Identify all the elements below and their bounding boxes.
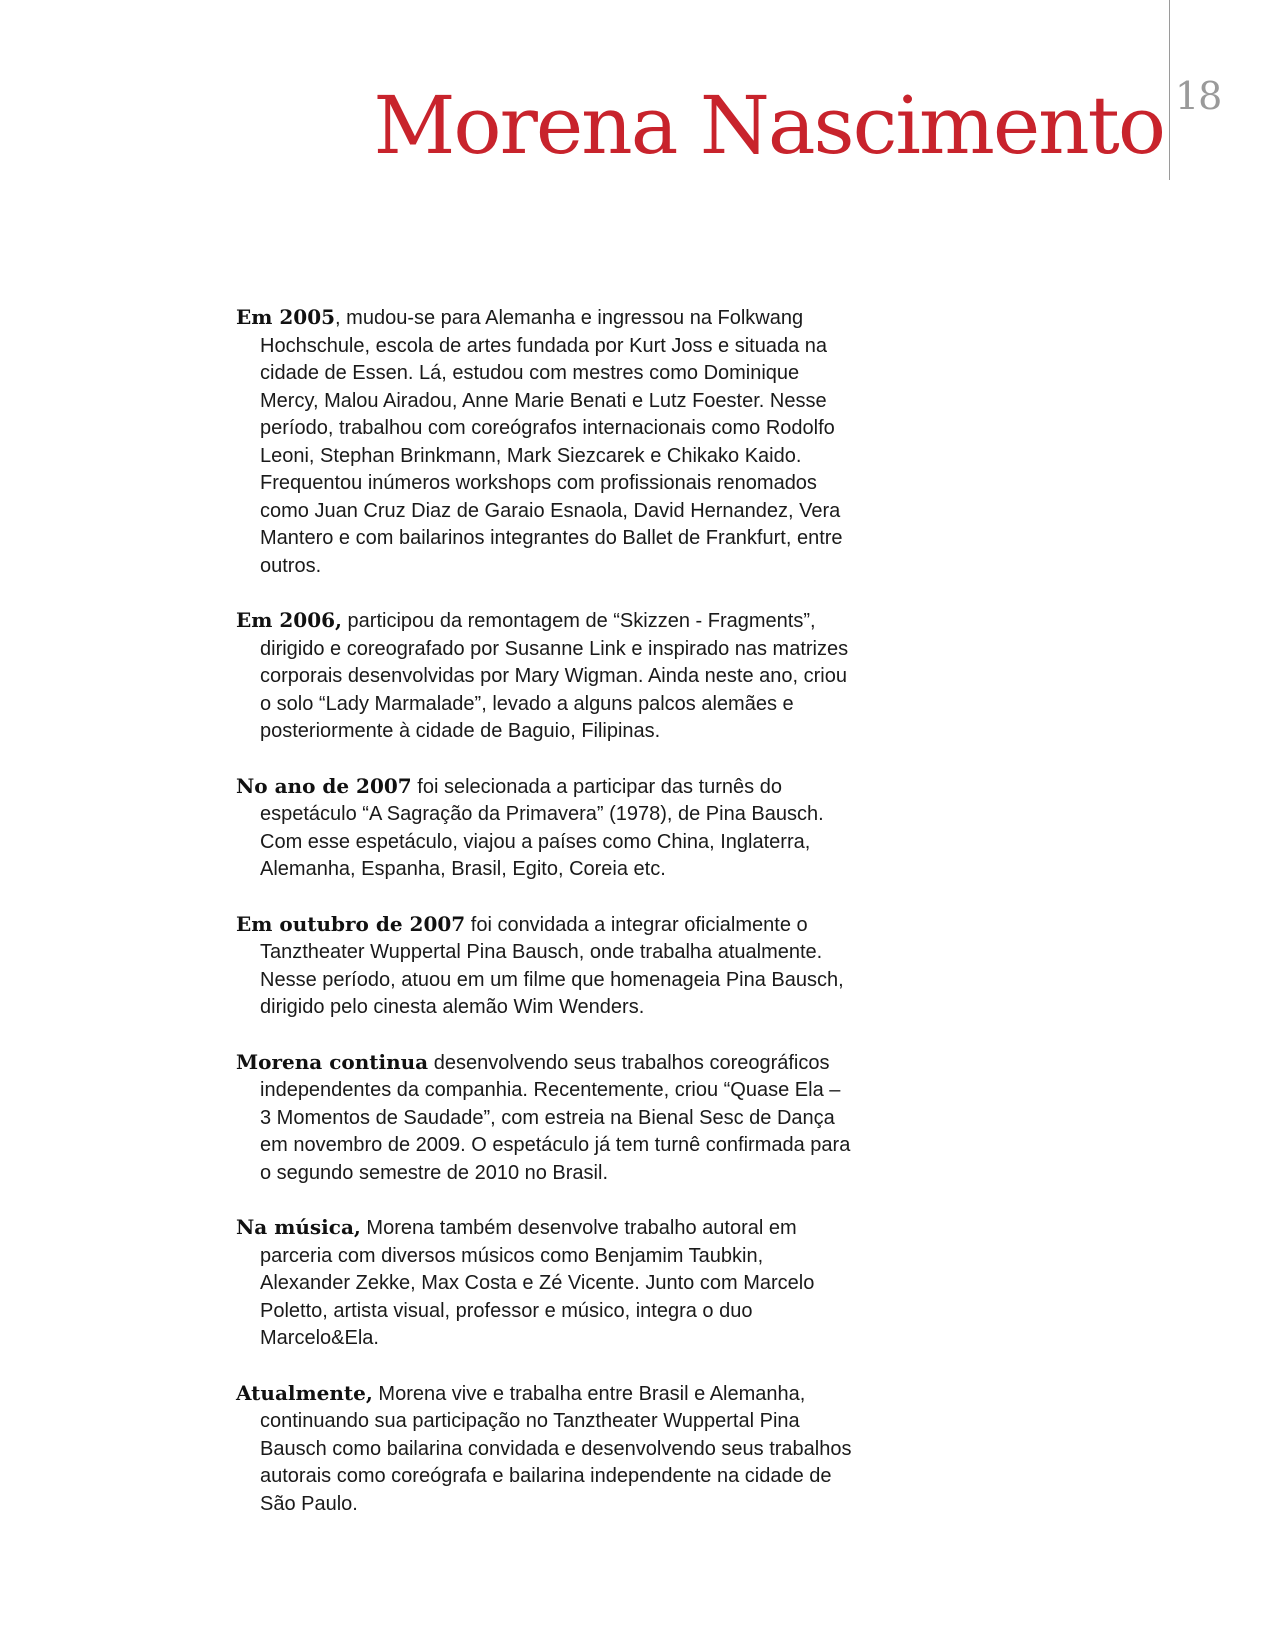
paragraph-lead: Atualmente, bbox=[236, 1380, 373, 1405]
biography-body bbox=[236, 304, 856, 1545]
page-number: 18 bbox=[1175, 74, 1222, 118]
paragraph-text: participou da remontagem de “Skizzen - Fragments”, dirigido e coreografado por Susanne Link e inspirado nas matrizes corporais desenvolvidas por Mary Wigman. Ainda neste ano, criou o solo “Lady Marmalade”, levado a alguns palcos alemães e posteriormente à cidade de Baguio, Filipinas. bbox=[260, 610, 849, 742]
paragraph-lead: Em 2005 bbox=[236, 305, 336, 329]
paragraph-october-2007 bbox=[236, 911, 856, 1022]
paragraph-lead: Em outubro de 2007 bbox=[236, 911, 466, 936]
paragraph-2006 bbox=[236, 607, 856, 746]
paragraph-atualmente bbox=[236, 1380, 856, 1519]
paragraph-lead: No ano de 2007 bbox=[236, 773, 412, 798]
paragraph-lead: Em 2006, bbox=[236, 608, 342, 632]
paragraph-text: foi selecionada a participar das turnês do espetáculo “A Sagração da Primavera” (1978), de Pina Bausch. Com esse espetáculo, viajou a países como China, Inglaterra, Alemanha, Espanha, Brasil, Egito, Coreia etc. bbox=[260, 775, 824, 880]
paragraph-text: , mudou-se para Alemanha e ingressou na Folkwang Hochschule, escola de artes fundada por Kurt Joss e situada na cidade de Essen. Lá, estudou com mestres como Dominique Mercy, Malou Airadou, Anne Marie Benati e Lutz Foester. Nesse período, trabalhou com coreógrafos internacionais como Rodolfo Leoni, Stephan Brinkmann, Mark Siezcarek e Chikako Kaido. Frequentou inúmeros workshops com profissionais renomados como Juan Cruz Diaz de Garaio Esnaola, David Hernandez, Vera Mantero e com bailarinos integrantes do Ballet de Frankfurt, entre outros. bbox=[260, 307, 843, 577]
page-title: Morena Nascimento bbox=[373, 79, 1164, 172]
paragraph-text: Morena também desenvolve trabalho autoral em parceria com diversos músicos como Benjamim Taubkin, Alexander Zekke, Max Costa e Zé Vicente. Junto com Marcelo Poletto, artista visual, professor e músico, integra o duo Marcelo&Ela. bbox=[260, 1217, 815, 1349]
paragraph-lead: Morena continua bbox=[236, 1049, 429, 1074]
paragraph-text: foi convidada a integrar oficialmente o Tanztheater Wuppertal Pina Bausch, onde trabalha atualmente. Nesse período, atuou em um filme que homenageia Pina Bausch, dirigido pelo cinesta alemão Wim Wenders. bbox=[260, 913, 844, 1018]
paragraph-na-musica bbox=[236, 1214, 856, 1353]
paragraph-text: Morena vive e trabalha entre Brasil e Alemanha, continuando sua participação no Tanztheater Wuppertal Pina Bausch como bailarina convidada e desenvolvendo seus trabalhos autorais como coreógrafa e bailarina independente na cidade de São Paulo. bbox=[260, 1382, 852, 1515]
paragraph-2007 bbox=[236, 773, 856, 884]
paragraph-lead: Na música, bbox=[236, 1215, 361, 1239]
paragraph-2005 bbox=[236, 304, 856, 580]
paragraph-morena-continua bbox=[236, 1049, 856, 1188]
page-divider-rule bbox=[1169, 0, 1170, 180]
paragraph-text: desenvolvendo seus trabalhos coreográficos independentes da companhia. Recentemente, criou “Quase Ela – 3 Momentos de Saudade”, com estreia na Bienal Sesc de Dança em novembro de 2009. O espetáculo já tem turnê confirmada para o segundo semestre de 2010 no Brasil. bbox=[260, 1051, 851, 1184]
